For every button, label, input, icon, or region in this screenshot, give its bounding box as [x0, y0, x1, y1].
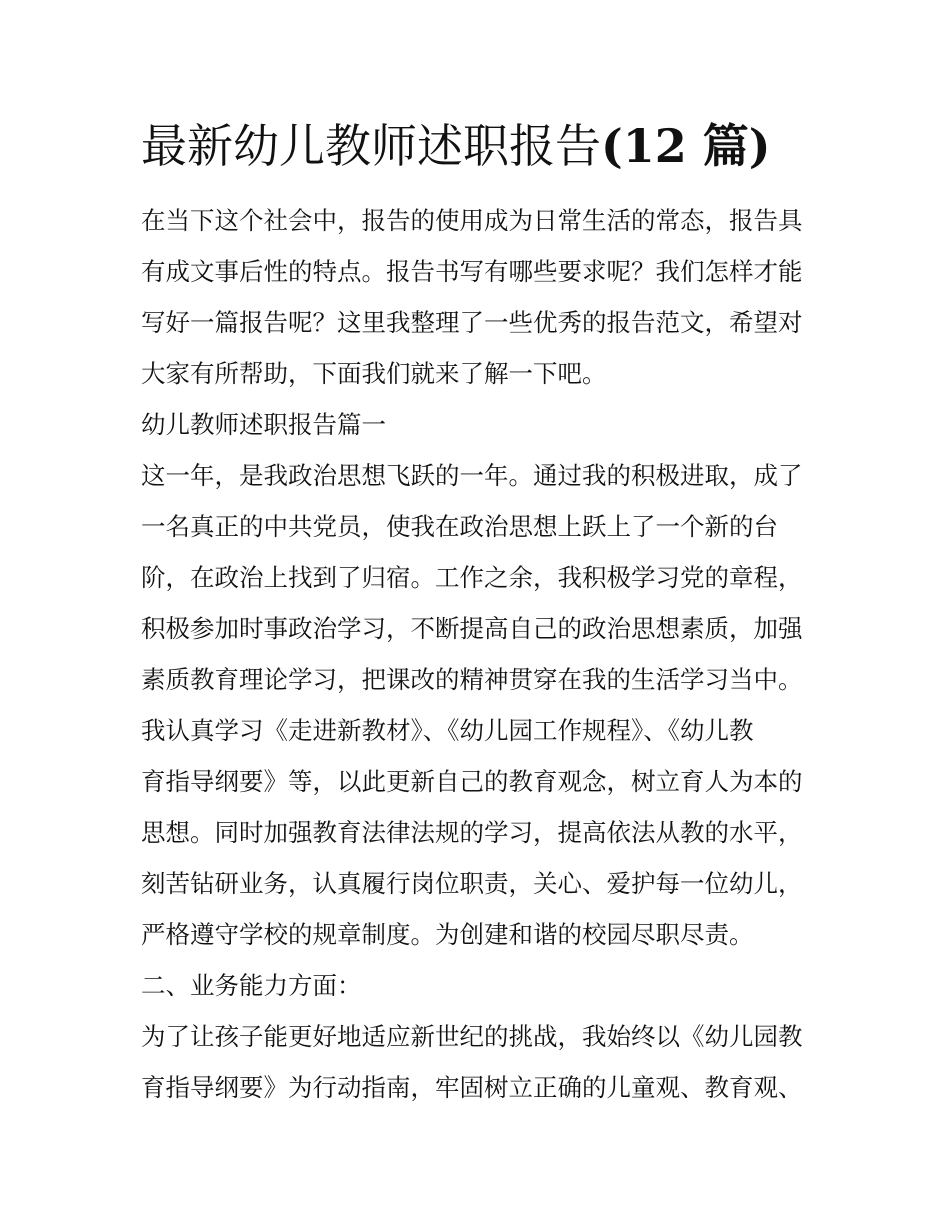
document-title — [141, 116, 841, 176]
section-heading: 幼儿教师述职报告篇一 — [141, 410, 386, 439]
text-line: 严格遵守学校的规章制度。为创建和谐的校园尽职尽责。 — [141, 920, 754, 949]
text-line: 一名真正的中共党员，使我在政治思想上跃上了一个新的台 — [141, 512, 778, 541]
text-line: 大家有所帮助，下面我们就来了解一下吧。 — [141, 359, 607, 388]
text-line: 育指导纲要》为行动指南，牢固树立正确的儿童观、教育观、 — [141, 1073, 803, 1102]
text-line: 积极参加时事政治学习，不断提高自己的政治思想素质，加强 — [141, 614, 803, 643]
text-line: 这一年，是我政治思想飞跃的一年。通过我的积极进取，成了 — [141, 461, 803, 490]
text-line: 有成文事后性的特点。报告书写有哪些要求呢？我们怎样才能 — [141, 257, 803, 286]
text-line: 刻苦钻研业务，认真履行岗位职责，关心、爱护每一位幼儿， — [141, 869, 803, 898]
text-line: 我认真学习《走进新教材》、《幼儿园工作规程》、《幼儿教 — [141, 716, 754, 745]
text-line: 素质教育理论学习，把课改的精神贯穿在我的生活学习当中。 — [141, 665, 803, 694]
section-heading: 二、业务能力方面： — [141, 971, 362, 1000]
text-line: 在当下这个社会中，报告的使用成为日常生活的常态，报告具 — [141, 206, 803, 235]
text-line: 育指导纲要》等，以此更新自己的教育观念，树立育人为本的 — [141, 767, 803, 796]
text-line: 思想。同时加强教育法律法规的学习，提高依法从教的水平， — [141, 818, 803, 847]
title-count: (12 篇) — [601, 119, 771, 173]
text-line: 写好一篇报告呢？这里我整理了一些优秀的报告范文，希望对 — [141, 308, 803, 337]
text-line: 阶，在政治上找到了归宿。工作之余，我积极学习党的章程， — [141, 563, 803, 592]
text-line: 为了让孩子能更好地适应新世纪的挑战，我始终以《幼儿园教 — [141, 1022, 803, 1051]
title-main: 最新幼儿教师述职报告 — [141, 119, 601, 173]
